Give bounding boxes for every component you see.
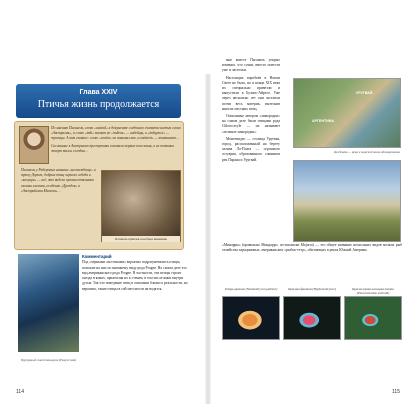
- text-paragraph: Настоящих воробьёв в Новом Свете не было, но в конце XIX века их специально привезли и выпустили в Буэнос-Айресе. Уже через несколько лет они заселили почти весь материк, вытеснив многих местных птиц.: [222, 75, 280, 111]
- fish-item: [344, 287, 402, 340]
- fish-caption: Красногорлая неоновая тетра (Paracheirodon axelrodi): [352, 287, 394, 295]
- fish-intro-text: «Минарры» (правильно Миндарро, по-испански Mojarra) — это общее название нескольких видов мелких рыб семейства харациновых, американских «рыбок-тетр», обитающих в реках Южной Америки.: [222, 243, 402, 253]
- quote-paragraph: Сосланные в Австралию преступники основали первые поселения, а их потомки живут там и сегодня…: [51, 143, 174, 153]
- fish-caption: Красная фантом (Hyphessobrycon): [288, 287, 336, 291]
- quote-box: [14, 121, 184, 250]
- chapter-number: Глава XXIV: [79, 89, 118, 96]
- fish-item: [222, 287, 280, 340]
- text-paragraph: мне вместе Паганель упорно изменил, что сотни, вместо повести уже и ласточки.: [222, 58, 280, 73]
- fish-gallery: [222, 287, 402, 347]
- engraving-image: [101, 170, 181, 242]
- fish-photo: [222, 296, 280, 340]
- text-paragraph: Описанные автором «зимородки» на самом деле были птицами рода Chloroceryle — их называют «зеленые зимородки».: [222, 114, 280, 134]
- fish-caption: Тетра-арлекин (Nematobrycon palmeri): [224, 287, 278, 291]
- comment-block: [82, 254, 192, 292]
- fish-photo: [344, 296, 402, 340]
- map-label-argentina: АРГЕНТИНА: [312, 119, 334, 123]
- fish-photo: [283, 296, 341, 340]
- right-text-column: [222, 58, 280, 165]
- map-label-uruguay: УРУГВАЙ: [356, 91, 373, 95]
- comment-text: Под «черными ласточками» вероятно подразумевались птицы, похожие на них по внешнему виду рода Progne. На самом деле это вид американского рода Progne. В частности, эти птицы строят гнезда в ямках, прилепляя их к стенам, в том числе ямки внутри дупла. Так что поведение птиц в описании близко к реальности, но вероятно, такие птицы в той местности не водятся.: [82, 260, 188, 291]
- comment-heading: Комментарий: [82, 254, 112, 259]
- left-page: [0, 0, 206, 416]
- quote-text-lower: Паганель у Риберовых называл «на пастбище» и тропу Дороги, добрых птиц черного лебедя и «казуара» — всё, что видели путешественники своими глазами, особенно «Дроздов» и «Австрийская Мимоза»…: [21, 168, 96, 193]
- right-page: [210, 0, 416, 416]
- author-portrait: [19, 126, 49, 164]
- river-photo: [293, 160, 401, 242]
- quote-text: [51, 126, 181, 156]
- chapter-title: Птичья жизнь продолжается: [37, 99, 160, 110]
- fish-item: [283, 287, 341, 340]
- page-number-left: 114: [16, 389, 24, 395]
- text-paragraph: Монтевидео — столица Уругвая, город, расположенный на берегу залива Ла-Плата — огромного эстуария, образованного слиянием рек Парана и Уругвай.: [222, 136, 280, 162]
- satellite-map: [293, 78, 401, 154]
- bird-caption: Пурпурный синий танагров (Poupre tala): [20, 358, 77, 362]
- chapter-header: [16, 84, 181, 118]
- page-number-right: 115: [392, 389, 400, 395]
- engraving-caption: Паганель привлек всеобщее внимание: [102, 236, 180, 242]
- bird-photo: [18, 254, 79, 362]
- quote-paragraph: По мнению Паганеля, слово «austral» в документе следовало считать частью слова «Австралия», а слово «indi» значит не «indiens» — индейцы, а «indigenes» — туземцы. А вот главное: слово «contin» он понимал как «continent» — континент…: [51, 126, 181, 141]
- map-caption: Ла-Плата — река и морской залив одновременно: [333, 150, 400, 154]
